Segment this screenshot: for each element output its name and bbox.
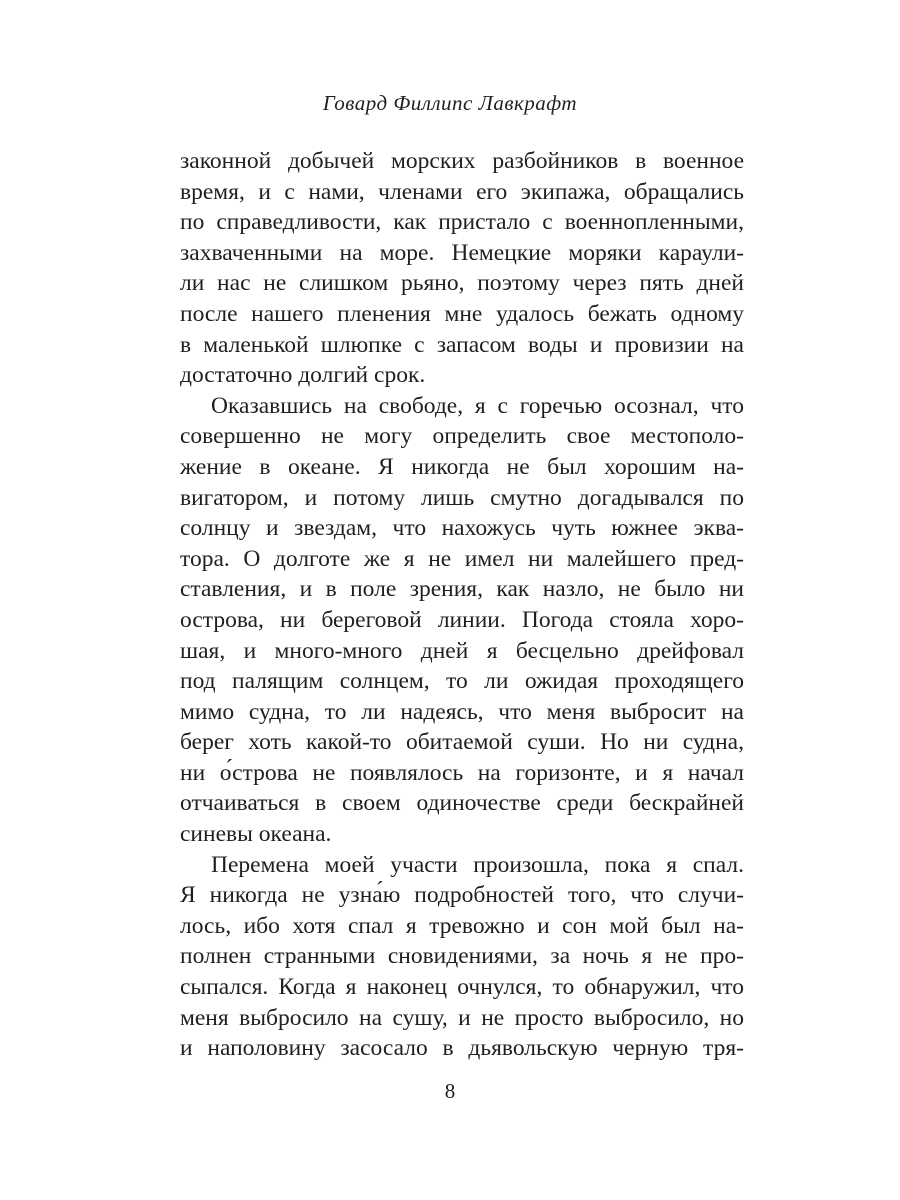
body-text	[180, 146, 744, 1064]
text-line: сыпался. Когда я наконец очнулся, то обнаружил, что	[180, 974, 744, 1001]
text-line: шая, и много-много дней я бесцельно дрейфовал	[180, 637, 744, 664]
text-line: по справедливости, как пристало с военнопленными,	[180, 209, 744, 236]
text-line: Я никогда не узна́ю подробностей того, что случи-	[180, 882, 744, 909]
text-line: меня выбросило на сушу, и не просто выбросило, но	[180, 1004, 744, 1031]
running-head-author: Говард Филлипс Лавкрафт	[322, 91, 578, 115]
text-line: мимо судна, то ли надеясь, что меня выбросит на	[180, 698, 744, 725]
text-line: тора. О долготе же я не имел ни малейшего пред-	[180, 545, 744, 572]
text-line: жение в океане. Я никогда не был хорошим на-	[180, 453, 744, 480]
text-line: после нашего пленения мне удалось бежать одному	[180, 300, 744, 327]
text-line: и наполовину засосало в дьявольскую черную тря-	[180, 1035, 744, 1062]
text-line: захваченными на море. Немецкие моряки караули-	[180, 239, 744, 266]
text-line: под палящим солнцем, то ли ожидая проходящего	[180, 668, 744, 695]
text-line: вигатором, и потому лишь смутно догадывался по	[180, 484, 744, 511]
text-line: ли нас не слишком рьяно, поэтому через пять дней	[180, 270, 744, 297]
text-line: достаточно долгий срок.	[180, 362, 426, 389]
text-line: берег хоть какой-то обитаемой суши. Но ни судна,	[180, 729, 744, 756]
text-line: в маленькой шлюпке с запасом воды и провизии на	[180, 331, 744, 358]
text-line: ни о́строва не появлялось на горизонте, и я начал	[180, 759, 744, 786]
text-line: полнен странными сновидениями, за ночь я не про-	[180, 943, 744, 970]
text-line: солнцу и звездам, что нахожусь чуть южнее эква-	[180, 515, 744, 542]
text-line: лось, ибо хотя спал я тревожно и сон мой был на-	[180, 912, 744, 939]
text-line: Оказавшись на свободе, я с горечью осознал, что	[211, 392, 744, 419]
page-number: 8	[444, 1079, 456, 1103]
text-line: законной добычей морских разбойников в военное	[180, 148, 744, 174]
text-line: острова, ни береговой линии. Погода стояла хоро-	[180, 606, 744, 633]
text-line: отчаиваться в своем одиночестве среди бескрайней	[180, 790, 744, 817]
text-line: ставления, и в поле зрения, как назло, не было ни	[180, 576, 744, 603]
text-line: синевы океана.	[180, 821, 332, 848]
text-line: Перемена моей участи произошла, пока я спал.	[211, 851, 744, 878]
text-line: совершенно не могу определить свое местополо-	[180, 423, 744, 450]
text-line: время, и с нами, членами его экипажа, обращались	[180, 178, 744, 205]
